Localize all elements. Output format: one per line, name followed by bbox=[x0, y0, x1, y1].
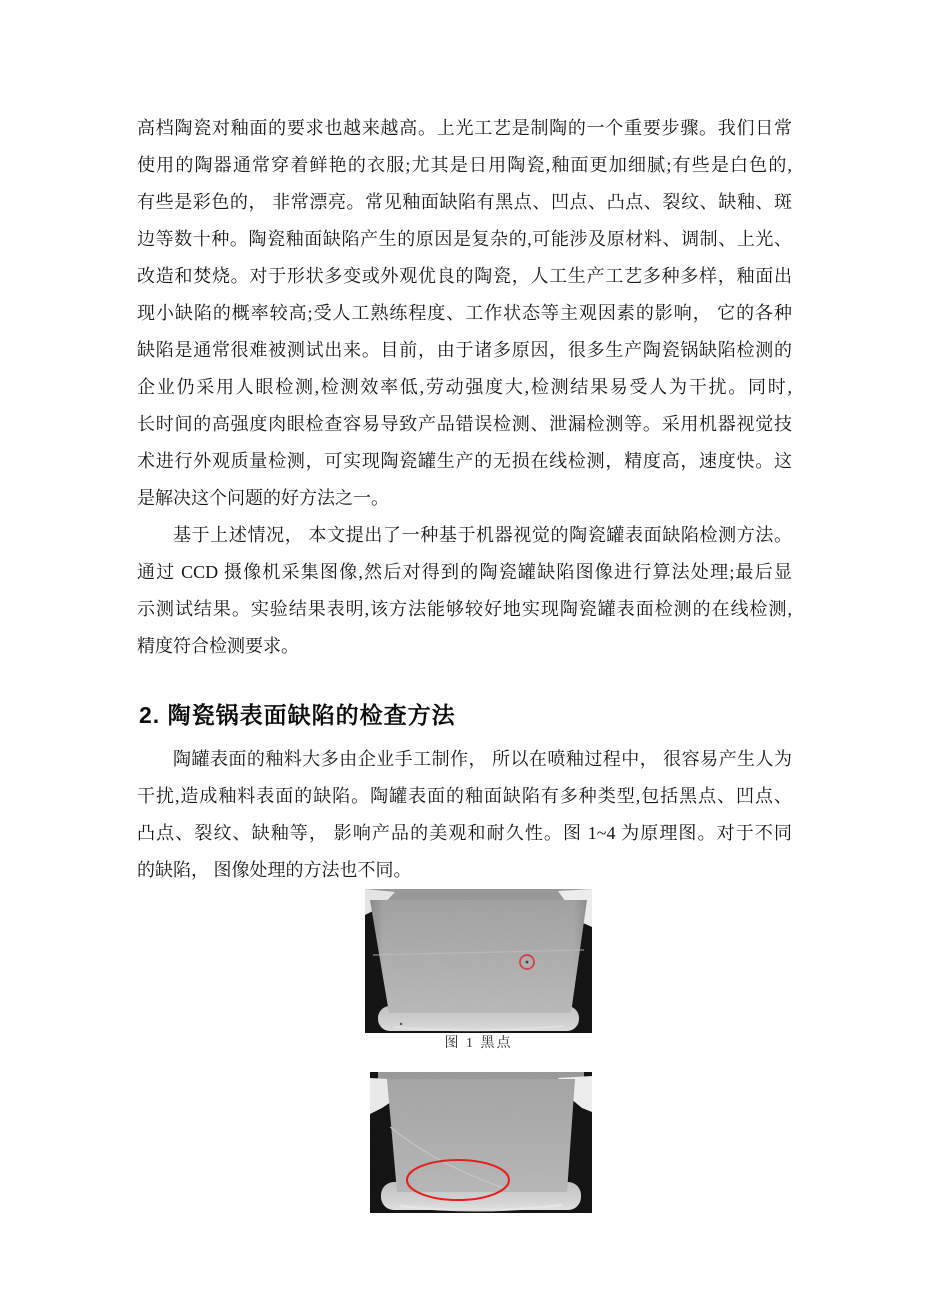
text-line: 边等数十种。陶瓷釉面缺陷产生的原因是复杂的,可能涉及原材料、调制、上光、 bbox=[137, 229, 792, 249]
photo-noise bbox=[365, 889, 592, 1033]
paragraph-intro bbox=[137, 110, 792, 517]
text-line: 企业仍采用人眼检测,检测效率低,劳动强度大,检测结果易受人为干扰。同时, bbox=[137, 377, 792, 397]
paragraph-proposal bbox=[137, 517, 792, 665]
text-line: 的缺陷， 图像处理的方法也不同。 bbox=[137, 860, 412, 880]
figure1-caption: 图 1 黑点 bbox=[444, 1036, 513, 1051]
text-line: 通过 CCD 摄像机采集图像,然后对得到的陶瓷罐缺陷图像进行算法处理;最后显 bbox=[137, 562, 792, 582]
text-line: 改造和焚烧。对于形状多变或外观优良的陶瓷，人工生产工艺多种多样，釉面出 bbox=[137, 266, 792, 286]
text-line: 有些是彩色的， 非常漂亮。常见釉面缺陷有黑点、凹点、凸点、裂纹、缺釉、斑 bbox=[137, 192, 792, 212]
text-line: 缺陷是通常很难被测试出来。目前，由于诸多原因，很多生产陶瓷锅缺陷检测的 bbox=[137, 340, 792, 360]
photo-noise bbox=[370, 1072, 592, 1213]
text-line: 高档陶瓷对釉面的要求也越来越高。上光工艺是制陶的一个重要步骤。我们日常 bbox=[137, 118, 792, 138]
text-line: 凸点、裂纹、缺釉等， 影响产品的美观和耐久性。图 1~4 为原理图。对于不同 bbox=[137, 823, 792, 843]
section-heading: 2. 陶瓷锅表面缺陷的检查方法 bbox=[139, 702, 456, 728]
text-column bbox=[137, 110, 792, 889]
paragraph-section2 bbox=[137, 741, 792, 889]
text-line: 基于上述情况， 本文提出了一种基于机器视觉的陶瓷罐表面缺陷检测方法。 bbox=[173, 525, 792, 545]
text-line: 现小缺陷的概率较高;受人工熟练程度、工作状态等主观因素的影响， 它的各种 bbox=[137, 303, 792, 323]
figure2-pot-photo bbox=[370, 1072, 592, 1213]
text-line: 使用的陶器通常穿着鲜艳的衣服;尤其是日用陶瓷,釉面更加细腻;有些是白色的, bbox=[137, 155, 792, 175]
pot-photo-svg-1 bbox=[365, 889, 592, 1033]
text-line: 术进行外观质量检测，可实现陶瓷罐生产的无损在线检测，精度高，速度快。这 bbox=[137, 451, 792, 471]
text-line: 陶罐表面的釉料大多由企业手工制作， 所以在喷釉过程中， 很容易产生人为 bbox=[173, 749, 792, 769]
text-line: 干扰,造成釉料表面的缺陷。陶罐表面的釉面缺陷有多种类型,包括黑点、凹点、 bbox=[137, 786, 792, 806]
text-line: 示测试结果。实验结果表明,该方法能够较好地实现陶瓷罐表面检测的在线检测, bbox=[137, 599, 792, 619]
figure1-pot-photo bbox=[365, 889, 592, 1033]
text-line: 是解决这个问题的好方法之一。 bbox=[137, 488, 389, 508]
text-line: 精度符合检测要求。 bbox=[137, 636, 299, 656]
pot-photo-svg-2 bbox=[370, 1072, 592, 1213]
text-line: 长时间的高强度肉眼检查容易导致产品错误检测、泄漏检测等。采用机器视觉技 bbox=[137, 414, 792, 434]
